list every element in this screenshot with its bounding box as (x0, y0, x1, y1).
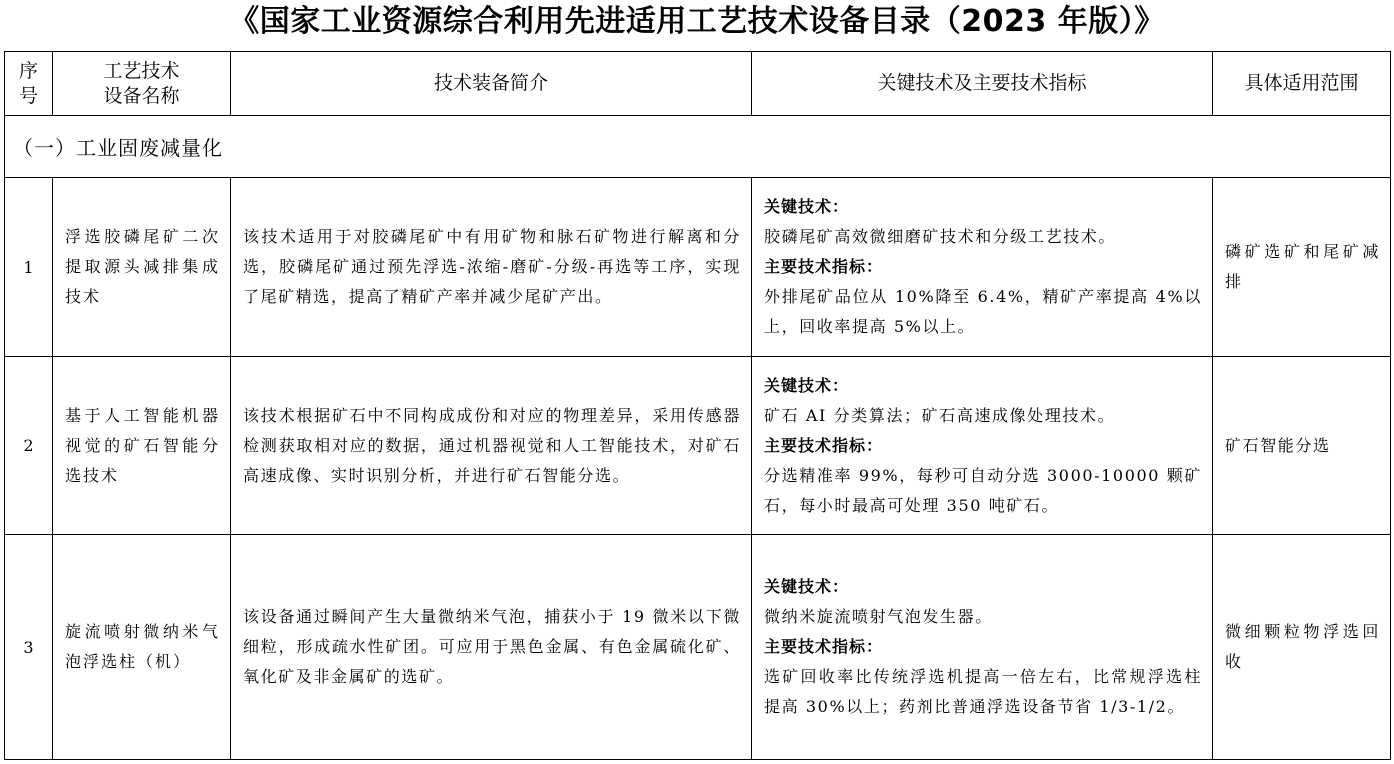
row-key-tech (752, 357, 1213, 535)
row-scope: 矿石智能分选 (1213, 357, 1391, 535)
header-intro: 技术装备简介 (231, 52, 752, 116)
row-name: 旋流喷射微纳米气泡浮选柱（机） (53, 535, 231, 760)
header-key: 关键技术及主要技术指标 (752, 52, 1213, 116)
index-text: 外排尾矿品位从 10%降至 6.4%，精矿产率提高 4%以上，回收率提高 5%以上。 (764, 287, 1202, 336)
key-tech-text: 微纳米旋流喷射气泡发生器。 (764, 607, 993, 626)
header-row (5, 52, 1391, 116)
row-key-tech (752, 178, 1213, 357)
key-tech-text: 矿石 AI 分类算法；矿石高速成像处理技术。 (764, 405, 1116, 425)
key-tech-label: 关键技术： (764, 375, 850, 395)
header-seq: 序 号 (5, 52, 53, 116)
row-name: 基于人工智能机器视觉的矿石智能分选技术 (53, 357, 231, 535)
row-key-tech (752, 535, 1213, 760)
index-label: 主要技术指标： (764, 637, 884, 656)
row-number: 1 (5, 178, 53, 357)
section-title: （一）工业固废减量化 (5, 116, 1391, 178)
header-scope: 具体适用范围 (1213, 52, 1391, 116)
key-tech-label: 关键技术： (764, 197, 850, 216)
index-label: 主要技术指标： (764, 257, 884, 276)
index-text: 分选精准率 99%，每秒可自动分选 3000-10000 颗矿石，每小时最高可处理 350 吨矿石。 (764, 465, 1202, 515)
table-row (5, 178, 1391, 357)
row-scope: 微细颗粒物浮选回收 (1213, 535, 1391, 760)
row-intro: 该技术适用于对胶磷尾矿中有用矿物和脉石矿物进行解离和分选，胶磷尾矿通过预先浮选-浓缩-磨矿-分级-再选等工序，实现了尾矿精选，提高了精矿产率并减少尾矿产出。 (231, 178, 752, 357)
row-number: 2 (5, 357, 53, 535)
row-number: 3 (5, 535, 53, 760)
row-intro: 该设备通过瞬间产生大量微纳米气泡，捕获小于 19 微米以下微细粒，形成疏水性矿团。可应用于黑色金属、有色金属硫化矿、氧化矿及非金属矿的选矿。 (231, 535, 752, 760)
row-intro: 该技术根据矿石中不同构成成份和对应的物理差异，采用传感器检测获取相对应的数据，通过机器视觉和人工智能技术，对矿石高速成像、实时识别分析，并进行矿石智能分选。 (231, 357, 752, 535)
index-text: 选矿回收率比传统浮选机提高一倍左右，比常规浮选柱提高 30%以上；药剂比普通浮选设备节省 1/3-1/2。 (764, 667, 1202, 716)
header-name: 工艺技术 设备名称 (53, 52, 231, 116)
table-row (5, 535, 1391, 760)
index-label: 主要技术指标： (764, 435, 884, 455)
row-name: 浮选胶磷尾矿二次提取源头减排集成技术 (53, 178, 231, 357)
key-tech-text: 胶磷尾矿高效微细磨矿技术和分级工艺技术。 (764, 227, 1117, 246)
row-scope: 磷矿选矿和尾矿减排 (1213, 178, 1391, 357)
table-row (5, 357, 1391, 535)
key-tech-label: 关键技术： (764, 577, 850, 596)
document-title: 《国家工业资源综合利用先进适用工艺技术设备目录（2023 年版）》 (229, 4, 1165, 39)
catalog-table (4, 51, 1391, 760)
section-row (5, 116, 1391, 178)
